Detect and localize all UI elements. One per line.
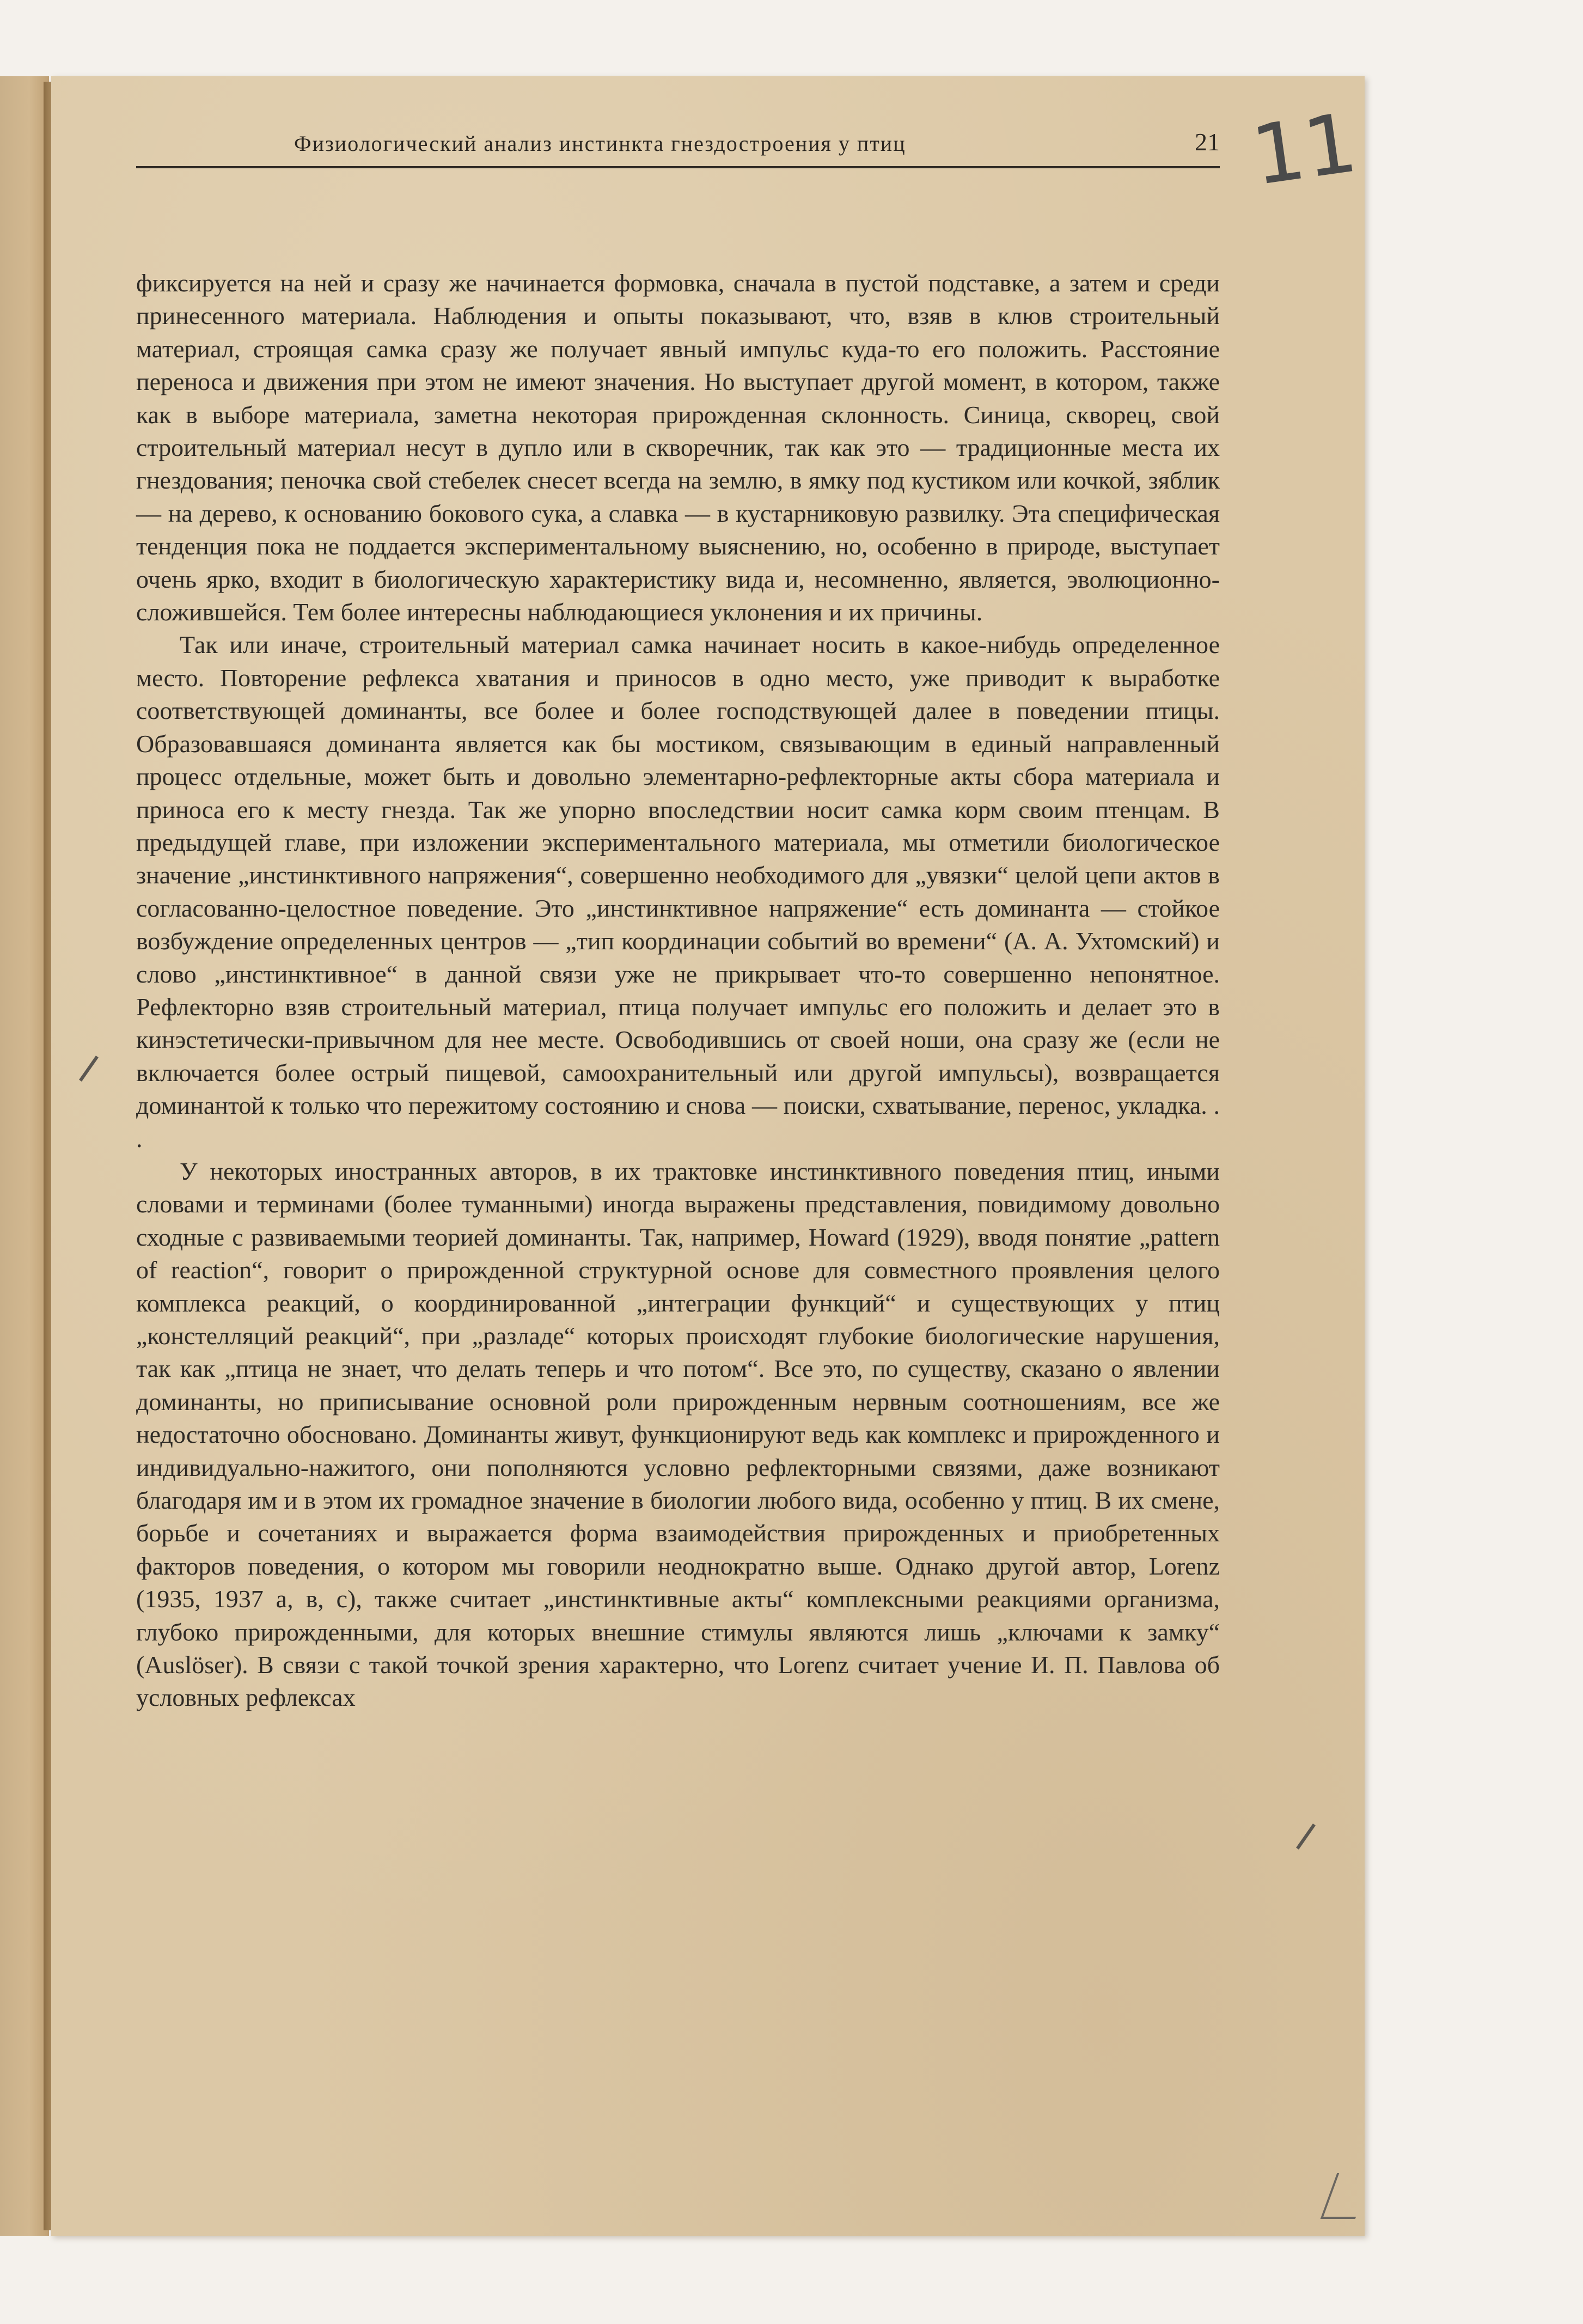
running-title: Физиологический анализ инстинкта гнездостроения у птиц (294, 131, 906, 156)
paragraph: У некоторых иностранных авторов, в их трактовке инстинктивного поведения птиц, иными словами и терминами (более туманными) иногда выражены представления, повидимому довольно сходные с развиваемыми теорией доминанты. Так, например, Howard (1929), вводя понятие „pattern of reaction“, говорит о прирожденной структурной основе для совместного проявления целого комплекса реакций, о координированной „интеграции функций“ и существующих у птиц „констелляций реакций“, при „разладе“ которых происходят глубокие биологические нарушения, так как „птица не знает, что делать теперь и что потом“. Все это, по существу, сказано о явлении доминанты, но приписывание основной роли прирожденным нервным соотношениям, все же недостаточно обосновано. Доминанты живут, функционируют ведь как комплекс и прирожденного и индивидуально-нажитого, они пополняются условно рефлекторными связями, даже возникают благодаря им и в этом их громадное значение в биологии любого вида, особенно у птиц. В их смене, борьбе и сочетаниях и выражается форма взаимодействия прирожденных и приобретенных факторов поведения, о котором мы говорили неоднократно выше. Однако другой автор, Lorenz (1935, 1937 а, в, с), также считает „инстинктивные акты“ комплексными реакциями организма, глубоко прирожденными, для которых внешние стимулы являются лишь „ключами к замку“ (Auslöser). В связи с такой точкой зрения характерно, что Lorenz считает учение И. П. Павлова об условных рефлексах (136, 1157, 1220, 1712)
paragraph: фиксируется на ней и сразу же начинается формовка, сначала в пустой подставке, а затем и среди принесенного материала. Наблюдения и опыты показывают, что, взяв в клюв строительный материал, строящая самка сразу же получает явный импульс куда-то его положить. Расстояние переноса и движения при этом не имеют значения. Но выступает другой момент, в котором, также как в выборе материала, заметна некоторая прирожденная склонность. Синица, скворец, свой строительный материал несут в дупло или в скворечник, так как это — традиционные места их гнездования; пеночка свой стебелек снесет всегда на землю, в ямку под кустиком или кочкой, зяблик — на дерево, к основанию бокового сука, а славка — в кустарниковую развилку. Эта специфическая тенденция пока не поддается экспериментальному выяснению, но, особенно в природе, выступает очень ярко, входит в биологическую характеристику вида и, несомненно, является, эволюционно-сложившейся. Тем более интересны наблюдающиеся уклонения и их причины. (136, 269, 1220, 626)
book-spine (44, 82, 51, 2230)
handwritten-page-mark: 11 (1246, 95, 1363, 204)
body-text (136, 267, 1220, 1715)
page-header (136, 120, 1220, 163)
page-number: 21 (1195, 128, 1220, 156)
paragraph: Так или иначе, строительный материал самка начинает носить в какое-нибудь определенное место. Повторение рефлекса хватания и приносов в одно место, уже приводит к выработке соответствующей доминанты, все более и более господствующей далее в поведении птицы. Образовавшаяся доминанта является как бы мостиком, связывающим в единый направленный процесс отдельные, может быть и довольно элементарно-рефлекторные акты сбора материала и приноса его к месту гнезда. Так же упорно впоследствии носит самка корм своим птенцам. В предыдущей главе, при изложении экспериментального материала, мы отметили биологическое значение „инстинктивного напряжения“, совершенно необходимого для „увязки“ целой цепи актов в согласованно-целостное поведение. Это „инстинктивное напряжение“ есть доминанта — стойкое возбуждение определенных центров — „тип координации событий во времени“ (А. А. Ухтомский) и слово „инстинктивное“ в данной связи уже не прикрывает что-то совершенно непонятное. Рефлекторно взяв строительный материал, птица получает импульс его положить и делает это в кинэстетически-привычном для нее месте. Освободившись от своей ноши, она сразу же (если не включается более острый пищевой, самоохранительный или другой импульсы), возвращается доминантой к только что пережитому состоянию и снова — поиски, схватывание, перенос, укладка. . . (136, 631, 1220, 1152)
previous-page-edge (0, 76, 49, 2236)
header-rule (136, 166, 1220, 168)
